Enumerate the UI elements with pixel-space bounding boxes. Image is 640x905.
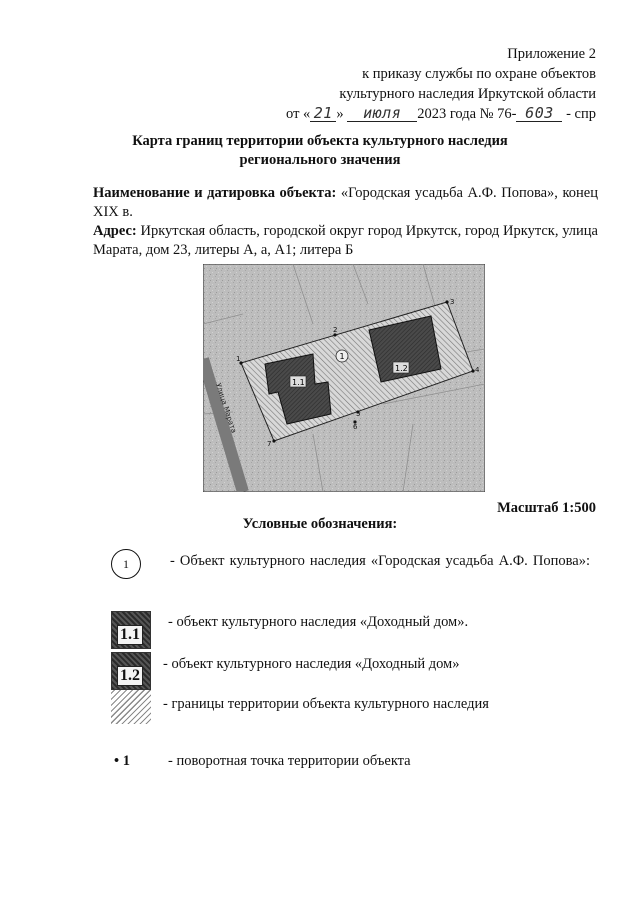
zone-label: 1 bbox=[339, 352, 345, 361]
handwritten-month: июля bbox=[347, 105, 417, 122]
legend-title: Условные обозначения: bbox=[242, 516, 398, 532]
legend-item-building-1-2: - объект культурного наследия «Доходный дом» bbox=[163, 656, 460, 672]
map-scale: Масштаб 1:500 bbox=[497, 500, 596, 516]
appendix-label: Приложение 2 bbox=[507, 46, 596, 62]
agency-name: культурного наследия Иркутской области bbox=[339, 86, 596, 102]
object-address bbox=[93, 222, 598, 260]
address-label: Адрес: bbox=[93, 223, 137, 239]
handwritten-order-number: 603 bbox=[516, 105, 562, 122]
legend-symbol-circle: 1 bbox=[111, 549, 141, 579]
legend-symbol-building-1-1: 1.1 bbox=[111, 611, 151, 649]
building-1-1-label: 1.1 bbox=[292, 378, 305, 387]
document-header bbox=[216, 44, 596, 124]
object-name-label: Наименование и датировка объекта: bbox=[93, 185, 337, 201]
legend-symbol-hatch bbox=[111, 690, 151, 724]
address-value: Иркутская область, городской округ город Иркутск, город Иркутск, улица Марата, дом 23, литеры А, а, А1; литера Б bbox=[93, 223, 598, 258]
legend-item-building-1-1: - объект культурного наследия «Доходный дом». bbox=[168, 614, 469, 630]
point-label: 7 bbox=[267, 440, 272, 448]
object-name-value: «Городская усадьба А.Ф. Попова», конец XIX в. bbox=[93, 185, 598, 220]
legend-item-heritage-object: - Объект культурного наследия «Городская усадьба А.Ф. Попова»: bbox=[170, 553, 590, 569]
point-label: 4 bbox=[475, 366, 480, 374]
order-reference: к приказу службы по охране объектов bbox=[362, 66, 596, 82]
point-label: 6 bbox=[353, 423, 358, 431]
object-name bbox=[93, 184, 598, 222]
point-label: 2 bbox=[333, 326, 338, 334]
point-label: 3 bbox=[450, 298, 455, 306]
territory-map bbox=[203, 264, 485, 492]
point-label: 5 bbox=[356, 410, 361, 418]
legend-symbol-building-1-2: 1.2 bbox=[111, 652, 151, 690]
point-label: 1 bbox=[236, 355, 241, 363]
legend-item-territory-boundary: - границы территории объекта культурного наследия bbox=[163, 696, 489, 712]
order-date-line: от « 21 » июля 2023 года № 76- 603 - спр bbox=[286, 104, 596, 122]
handwritten-day: 21 bbox=[310, 105, 336, 122]
legend-item-turning-point: - поворотная точка территории объекта bbox=[168, 753, 411, 769]
building-1-2-label: 1.2 bbox=[395, 364, 408, 373]
street-label: Улица Марата bbox=[214, 382, 238, 435]
legend-symbol-point: • 1 bbox=[114, 753, 130, 769]
page-title: Карта границ территории объекта культурного наследия регионального значения bbox=[132, 133, 508, 168]
